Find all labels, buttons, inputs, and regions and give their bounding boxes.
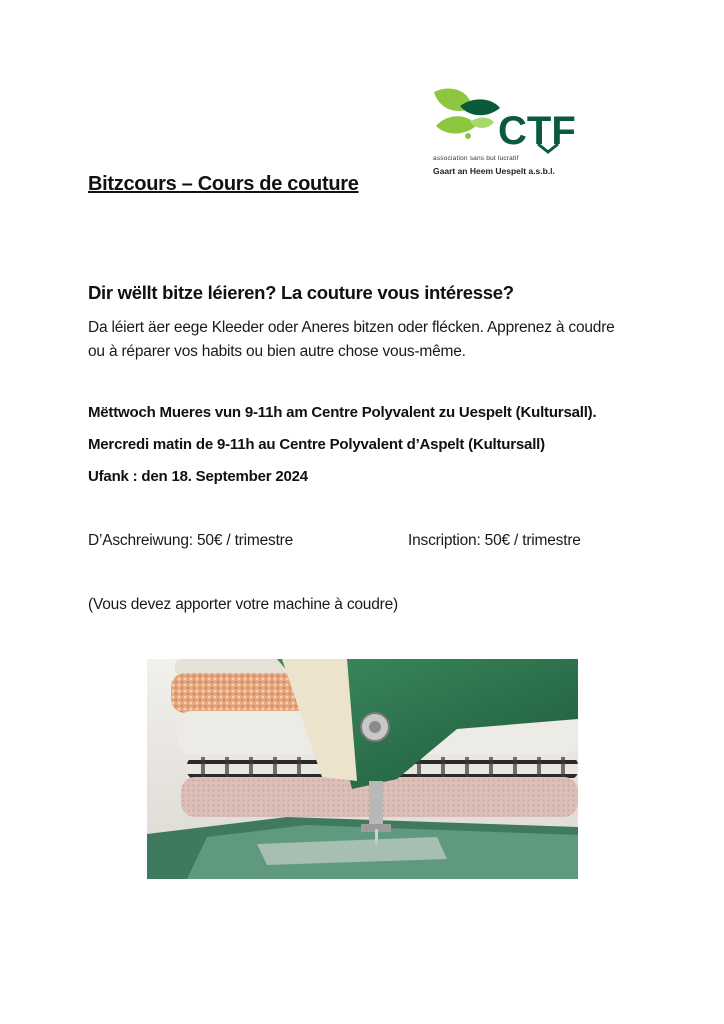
schedule-french: Mercredi matin de 9-11h au Centre Polyvalent d’Aspelt (Kultursall) xyxy=(88,436,545,453)
course-question-heading: Dir wëllt bitze léieren? La couture vous intéresse? xyxy=(88,282,514,303)
sewing-machine-photo xyxy=(147,659,578,879)
start-date: Ufank : den 18. September 2024 xyxy=(88,468,308,485)
intro-line-1: Da léiert äer eege Kleeder oder Aneres bitzen oder flécken. Apprenez à coudre xyxy=(88,319,615,336)
fee-luxembourgish: D’Aschreiwung: 50€ / trimestre xyxy=(88,532,294,549)
intro-paragraph xyxy=(88,316,648,364)
logo-subtitle: association sans but lucratif xyxy=(433,155,519,162)
bring-machine-note: (Vous devez apporter votre machine à coudre) xyxy=(88,596,398,613)
fee-french: Inscription: 50€ / trimestre xyxy=(408,532,581,549)
sewing-machine-illustration xyxy=(147,659,578,879)
intro-line-2: ou à réparer vos habits ou bien autre chose vous-même. xyxy=(88,343,466,360)
schedule-luxembourgish: Mëttwoch Mueres vun 9-11h am Centre Polyvalent zu Uespelt (Kultursall). xyxy=(88,404,597,421)
ctf-logo xyxy=(430,86,610,186)
svg-text:CTF: CTF xyxy=(498,109,576,153)
logo-association-name: Gaart an Heem Uespelt a.s.b.l. xyxy=(433,166,555,176)
ctf-logo-mark xyxy=(430,86,610,156)
page-title: Bitzcours – Cours de couture xyxy=(88,173,359,195)
